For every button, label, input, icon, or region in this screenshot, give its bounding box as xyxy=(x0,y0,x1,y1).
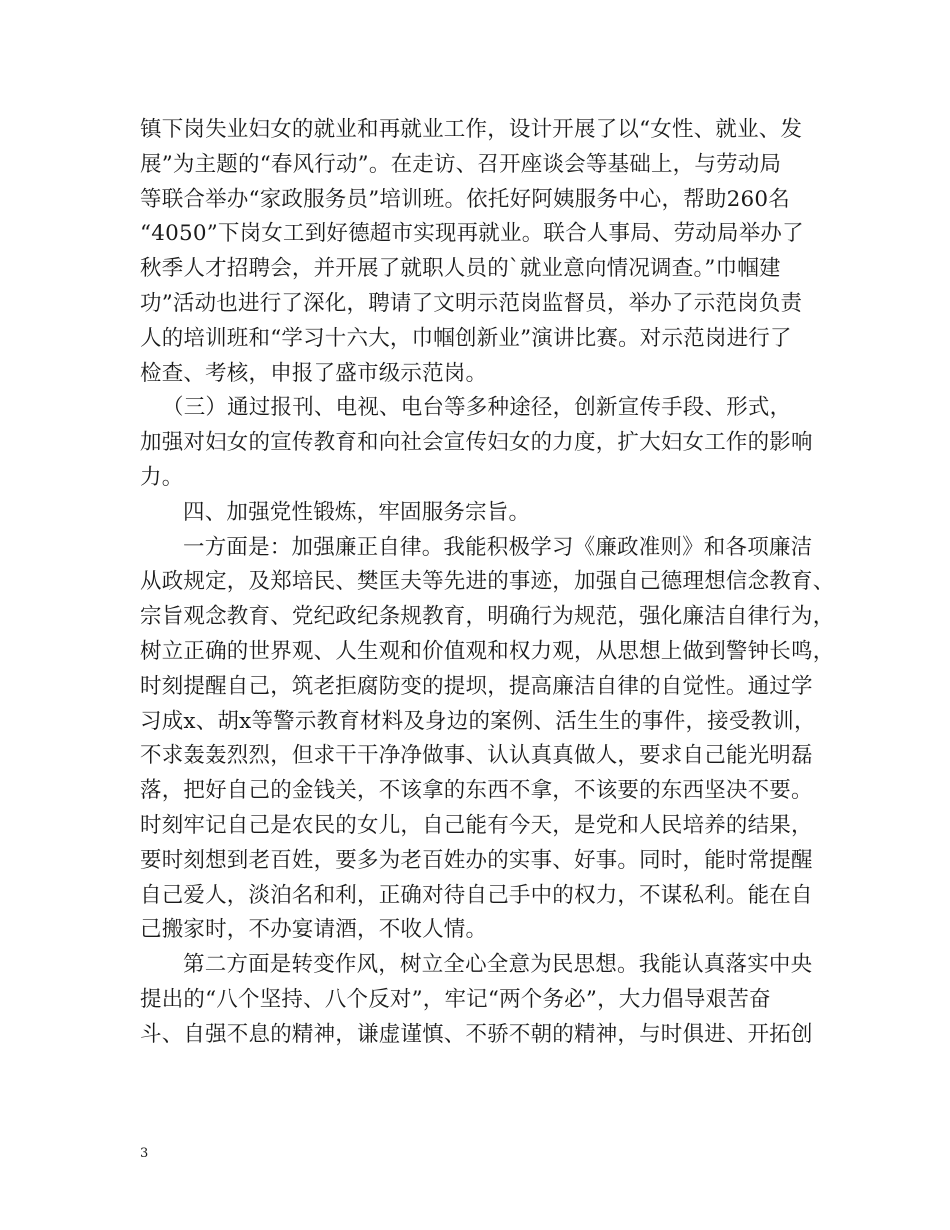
text-line: 要时刻想到老百姓，要多为老百姓办的实事、好事。同时，能时常提醒 xyxy=(140,847,813,873)
text-line: 展”为主题的“春风行动”。在走访、召开座谈会等基础上，与劳动局 xyxy=(140,151,782,177)
text-line: 树立正确的世界观、人生观和价值观和权力观，从思想上做到警钟长鸣， xyxy=(140,638,835,664)
text-line: 第二方面是转变作风，树立全心全意为民思想。我能认真落实中央 xyxy=(183,952,813,978)
text-line: 提出的“八个坚持、八个反对”，牢记“两个务必”，大力倡导艰苦奋 xyxy=(140,986,771,1012)
text-line: 等联合举办“家政服务员”培训班。依托好阿姨服务中心，帮助260名 xyxy=(140,186,790,212)
text-line: 己搬家时，不办宴请酒，不收人情。 xyxy=(140,917,488,943)
text-line: 秋季人才招聘会，并开展了就职人员的`就业意向情况调查。”巾帼建 xyxy=(140,256,781,282)
text-line: 不求轰轰烈烈，但求干干净净做事、认认真真做人，要求自己能光明磊 xyxy=(140,743,813,769)
text-line: 力。 xyxy=(140,464,184,490)
text-line: 检查、考核，申报了盛市级示范岗。 xyxy=(140,360,488,386)
text-line: 时刻牢记自己是农民的女儿，自己能有今天，是党和人民培养的结果， xyxy=(140,812,813,838)
text-line: 自己爱人，淡泊名和利，正确对待自己手中的权力，不谋私利。能在自 xyxy=(140,882,813,908)
text-line: 加强对妇女的宣传教育和向社会宣传妇女的力度，扩大妇女工作的影响 xyxy=(140,430,813,456)
text-line: 功”活动也进行了深化，聘请了文明示范岗监督员，举办了示范岗负责 xyxy=(140,290,803,316)
document-body xyxy=(140,113,835,1053)
text-line: 镇下岗失业妇女的就业和再就业工作，设计开展了以“女性、就业、发 xyxy=(140,117,803,142)
text-line: 四、加强党性锻炼，牢固服务宗旨。 xyxy=(183,499,531,525)
page-number: 3 xyxy=(140,1146,149,1161)
text-line: 习成x、胡x等警示教育材料及身边的案例、活生生的事件，接受教训， xyxy=(140,708,816,734)
text-line: 一方面是：加强廉正自律。我能积极学习《廉政准则》和各项廉洁 xyxy=(183,534,813,560)
text-line: “4050”下岗女工到好德超市实现再就业。联合人事局、劳动局举办了 xyxy=(140,221,804,247)
text-line: 斗、自强不息的精神，谦虚谨慎、不骄不朝的精神，与时俱进、开拓创 xyxy=(140,1021,813,1047)
text-line: 时刻提醒自己，筑老拒腐防变的提坝，提高廉洁自律的自觉性。通过学 xyxy=(140,673,813,699)
text-line: 宗旨观念教育、党纪政纪条规教育，明确行为规范，强化廉洁自律行为， xyxy=(140,604,835,630)
text-line: 落，把好自己的金钱关，不该拿的东西不拿，不该要的东西坚决不要。 xyxy=(140,778,813,804)
text-line: 从政规定，及郑培民、樊匡夫等先进的事迹，加强自己德理想信念教育、 xyxy=(140,569,835,595)
text-line: 人的培训班和“学习十六大，巾帼创新业”演讲比赛。对示范岗进行了 xyxy=(140,325,792,351)
text-line: （三）通过报刊、电视、电台等多种途径，创新宣传手段、形式， xyxy=(162,395,792,421)
